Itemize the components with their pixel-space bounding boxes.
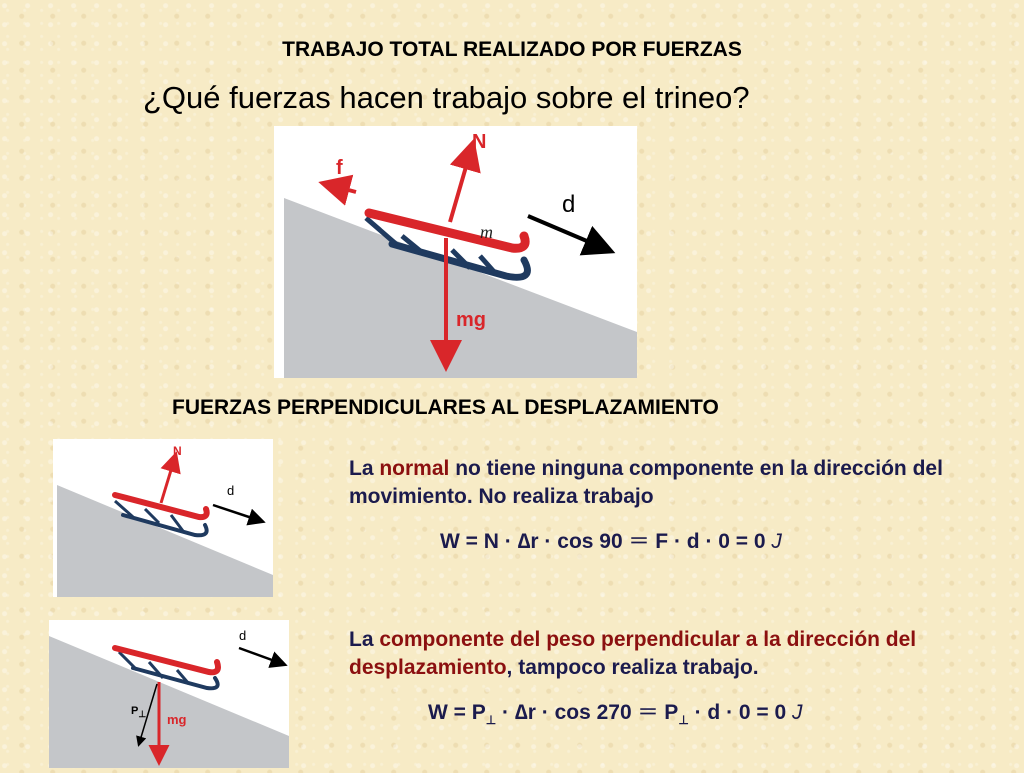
formula-text: W = N · ∆r · cos 90 ＝ F · d · 0 = 0 [440,530,772,553]
text-pre: La [349,457,380,480]
label-f: f [336,157,343,179]
text-post: no tiene ninguna componente en la dirección del movimiento. No realiza trabajo [349,457,943,508]
label-P: $P_\perp$ [131,705,147,719]
label-d: d [239,628,247,643]
unit-J: J [771,530,782,553]
normal-work-formula [440,525,782,555]
label-d: d [562,191,576,218]
normal-explanation [349,455,949,511]
slope [284,198,637,378]
slope [57,485,273,597]
text-post: , tampoco realiza trabajo. [506,656,759,679]
section-title: FUERZAS PERPENDICULARES AL DESPLAZAMIENTO [172,396,719,419]
perp-diagram [49,620,289,768]
perp-explanation [349,626,1009,682]
label-mg: mg [456,309,486,331]
slide-title: TRABAJO TOTAL REALIZADO POR FUERZAS [282,38,742,61]
highlight-normal: normal [379,457,450,480]
formula-sub1: ⊥ [485,713,497,728]
perp-work-formula [428,696,803,727]
sled-slope-figure [274,126,637,378]
normal-figure [53,439,273,597]
formula-a: W = P [428,701,486,724]
formula-sub2: ⊥ [678,713,689,728]
displacement-arrow [239,648,283,664]
label-d: d [227,483,235,498]
friction-arrow [326,184,356,192]
formula-c: · d · 0 = 0 [688,701,793,724]
slide-question: ¿Qué fuerzas hacen trabajo sobre el trineo? [143,80,750,115]
label-m: m [480,222,493,242]
text-pre: La [349,628,380,651]
displacement-arrow [528,216,608,250]
displacement-arrow [213,505,261,521]
normal-arrow [161,457,175,503]
main-diagram [274,126,637,378]
unit-J: J [792,701,803,724]
perp-weight-figure [49,620,289,768]
slope [49,636,289,768]
label-mg: mg [167,712,187,727]
formula-b: · ∆r · cos 270 ＝ P [496,701,679,724]
normal-diagram [53,439,273,597]
normal-arrow [450,146,472,222]
highlight-perp: componente del peso perpendicular a la dirección del desplazamiento [349,628,917,679]
label-N: N [472,131,487,153]
label-N: N [173,444,182,458]
